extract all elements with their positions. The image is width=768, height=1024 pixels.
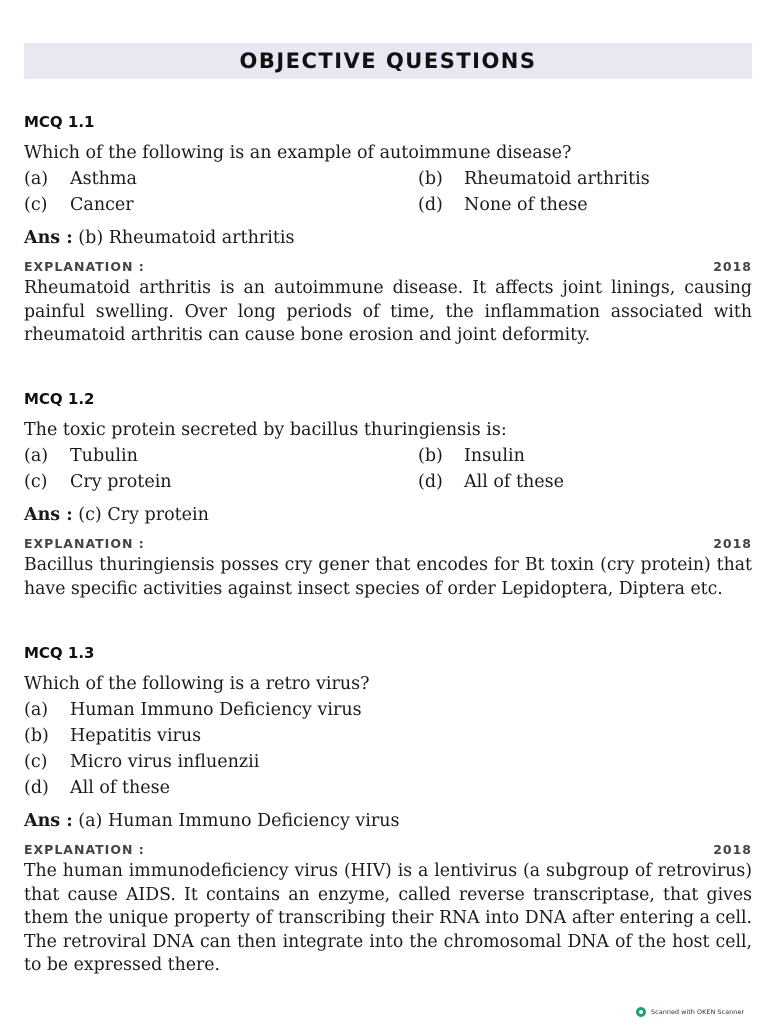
explanation-header	[24, 840, 752, 860]
explanation-label: EXPLANATION :	[24, 259, 145, 274]
mcq-title: MCQ 1.3	[24, 644, 95, 662]
explanation-text: The human immunodeficiency virus (HIV) is a lentivirus (a subgroup of retrovirus) that cause AIDS. It contains an enzyme, called reverse transcriptase, that gives them the unique property of transcribing their RNA into DNA after entering a cell. The retroviral DNA can then integrate into the chromosomal DNA of the host cell, to be expressed there.	[24, 861, 752, 975]
explanation-text: Rheumatoid arthritis is an autoimmune disease. It affects joint linings, causing painful swelling. Over long periods of time, the inflammation associated with rheumatoid arthritis can cause bone erosion and joint deformity.	[24, 278, 752, 345]
options	[24, 443, 752, 495]
option-a: (a) Human Immuno Deficiency virus	[24, 700, 362, 720]
page-title: OBJECTIVE QUESTIONS	[239, 49, 537, 73]
scanner-watermark	[636, 1007, 744, 1017]
option-a: (a) Asthma	[24, 169, 137, 189]
option-c: (c) Cry protein	[24, 472, 172, 492]
question-text: Which of the following is an example of autoimmune disease?	[24, 143, 572, 163]
question-text: Which of the following is a retro virus?	[24, 674, 370, 694]
question-text: The toxic protein secreted by bacillus thuringiensis is:	[24, 420, 507, 440]
watermark-text: Scanned with OKEN Scanner	[651, 1008, 744, 1016]
explanation-label: EXPLANATION :	[24, 536, 145, 551]
option-b: (b) Insulin	[418, 446, 525, 466]
mcq-1-3	[24, 644, 752, 978]
option-c: (c) Micro virus influenzii	[24, 752, 260, 772]
page-header	[24, 43, 752, 79]
answer: Ans : (a) Human Immuno Deficiency virus	[24, 811, 400, 831]
explanation-label: EXPLANATION :	[24, 842, 145, 857]
mcq-1-2	[24, 390, 752, 601]
options	[24, 166, 752, 218]
explanation-text: Bacillus thuringiensis posses cry gener that encodes for Bt toxin (cry protein) that have specific activities against insect species of order Lepidoptera, Diptera etc.	[24, 555, 752, 599]
explanation-header	[24, 534, 752, 554]
answer: Ans : (c) Cry protein	[24, 505, 209, 525]
answer: Ans : (b) Rheumatoid arthritis	[24, 228, 295, 248]
year-label: 2018	[713, 259, 752, 274]
option-d: (d) None of these	[418, 195, 588, 215]
camscanner-logo-icon	[636, 1007, 646, 1017]
option-c: (c) Cancer	[24, 195, 134, 215]
option-d: (d) All of these	[24, 778, 170, 798]
explanation-header	[24, 257, 752, 277]
option-b: (b) Hepatitis virus	[24, 726, 202, 746]
year-label: 2018	[713, 536, 752, 551]
option-b: (b) Rheumatoid arthritis	[418, 169, 650, 189]
option-a: (a) Tubulin	[24, 446, 138, 466]
mcq-title: MCQ 1.1	[24, 113, 95, 131]
mcq-title: MCQ 1.2	[24, 390, 95, 408]
option-d: (d) All of these	[418, 472, 564, 492]
mcq-1-1	[24, 113, 752, 348]
year-label: 2018	[713, 842, 752, 857]
